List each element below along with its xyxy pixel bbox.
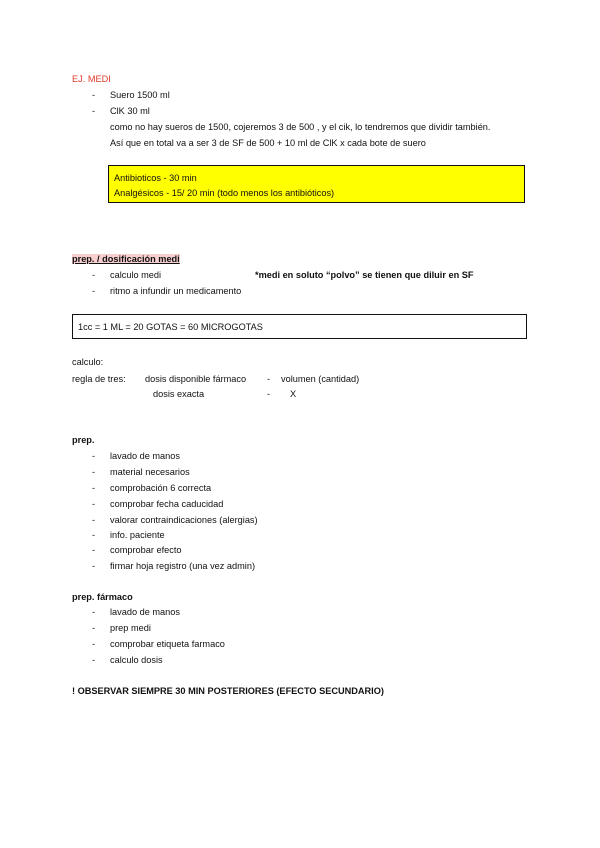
bullet: - [92, 515, 96, 525]
regla-row1-dash: - [267, 374, 271, 384]
regla-row2-dash: - [267, 389, 271, 399]
calculo-label: calculo: [72, 357, 104, 367]
list-item: lavado de manos [110, 607, 180, 617]
bullet: - [92, 561, 96, 571]
list-item: calculo dosis [110, 655, 163, 665]
bullet: - [92, 467, 96, 477]
list-item: valorar contraindicaciones (alergias) [110, 515, 258, 525]
list-item: comprobación 6 correcta [110, 483, 212, 493]
list-item: ritmo a infundir un medicamento [110, 286, 242, 296]
bullet: - [92, 90, 96, 100]
section-title-prep-dosificacion: prep. / dosificación medi [72, 254, 180, 264]
regla-row1-left: dosis disponible fármaco [145, 374, 247, 384]
bullet: - [92, 499, 96, 509]
warning-text: ! OBSERVAR SIEMPRE 30 MIN POSTERIORES (EFECTO SECUNDARIO) [72, 686, 384, 696]
bullet: - [92, 639, 96, 649]
regla-label: regla de tres: [72, 374, 126, 384]
list-item: material necesarios [110, 467, 190, 477]
bullet: - [92, 655, 96, 665]
note-line: como no hay sueros de 1500, cojeremos 3 de 500 , y el cik, lo tendremos que dividir también. [110, 122, 491, 132]
bullet: - [92, 530, 96, 540]
list-item: firmar hoja registro (una vez admin) [110, 561, 256, 571]
bullet: - [92, 623, 96, 633]
bullet: - [92, 270, 96, 280]
box-line-analgesicos: Analgésicos - 15/ 20 min (todo menos los antibióticos) [114, 188, 335, 198]
conversion-box [72, 314, 527, 339]
list-item: prep medi [110, 623, 151, 633]
list-item: comprobar efecto [110, 545, 182, 555]
regla-row1-right: volumen (cantidad) [281, 374, 360, 384]
section-title-ej-medi: EJ. MEDI [72, 74, 111, 84]
bullet: - [92, 545, 96, 555]
list-item: ClK 30 ml [110, 106, 150, 116]
regla-row2-left: dosis exacta [153, 389, 205, 399]
bullet: - [92, 607, 96, 617]
list-item: lavado de manos [110, 451, 180, 461]
highlight-box [108, 165, 525, 203]
note-line: Así que en total va a ser 3 de SF de 500 + 10 ml de ClK x cada bote de suero [110, 138, 426, 148]
list-item: calculo medi [110, 270, 162, 280]
list-item: Suero 1500 ml [110, 90, 170, 100]
bullet: - [92, 483, 96, 493]
list-item: comprobar fecha caducidad [110, 499, 224, 509]
bullet: - [92, 451, 96, 461]
section-title-prep: prep. [72, 435, 95, 445]
section-title-prep-farmaco: prep. fármaco [72, 592, 133, 602]
conversion-text: 1cc = 1 ML = 20 GOTAS = 60 MICROGOTAS [78, 322, 263, 332]
list-item: info. paciente [110, 530, 165, 540]
bullet: - [92, 286, 96, 296]
regla-row2-right: X [290, 389, 297, 399]
box-line-antibioticos: Antibioticos - 30 min [114, 173, 197, 183]
list-item: comprobar etiqueta farmaco [110, 639, 225, 649]
dilution-note: *medi en soluto “polvo” se tienen que diluir en SF [255, 270, 474, 280]
bullet: - [92, 106, 96, 116]
